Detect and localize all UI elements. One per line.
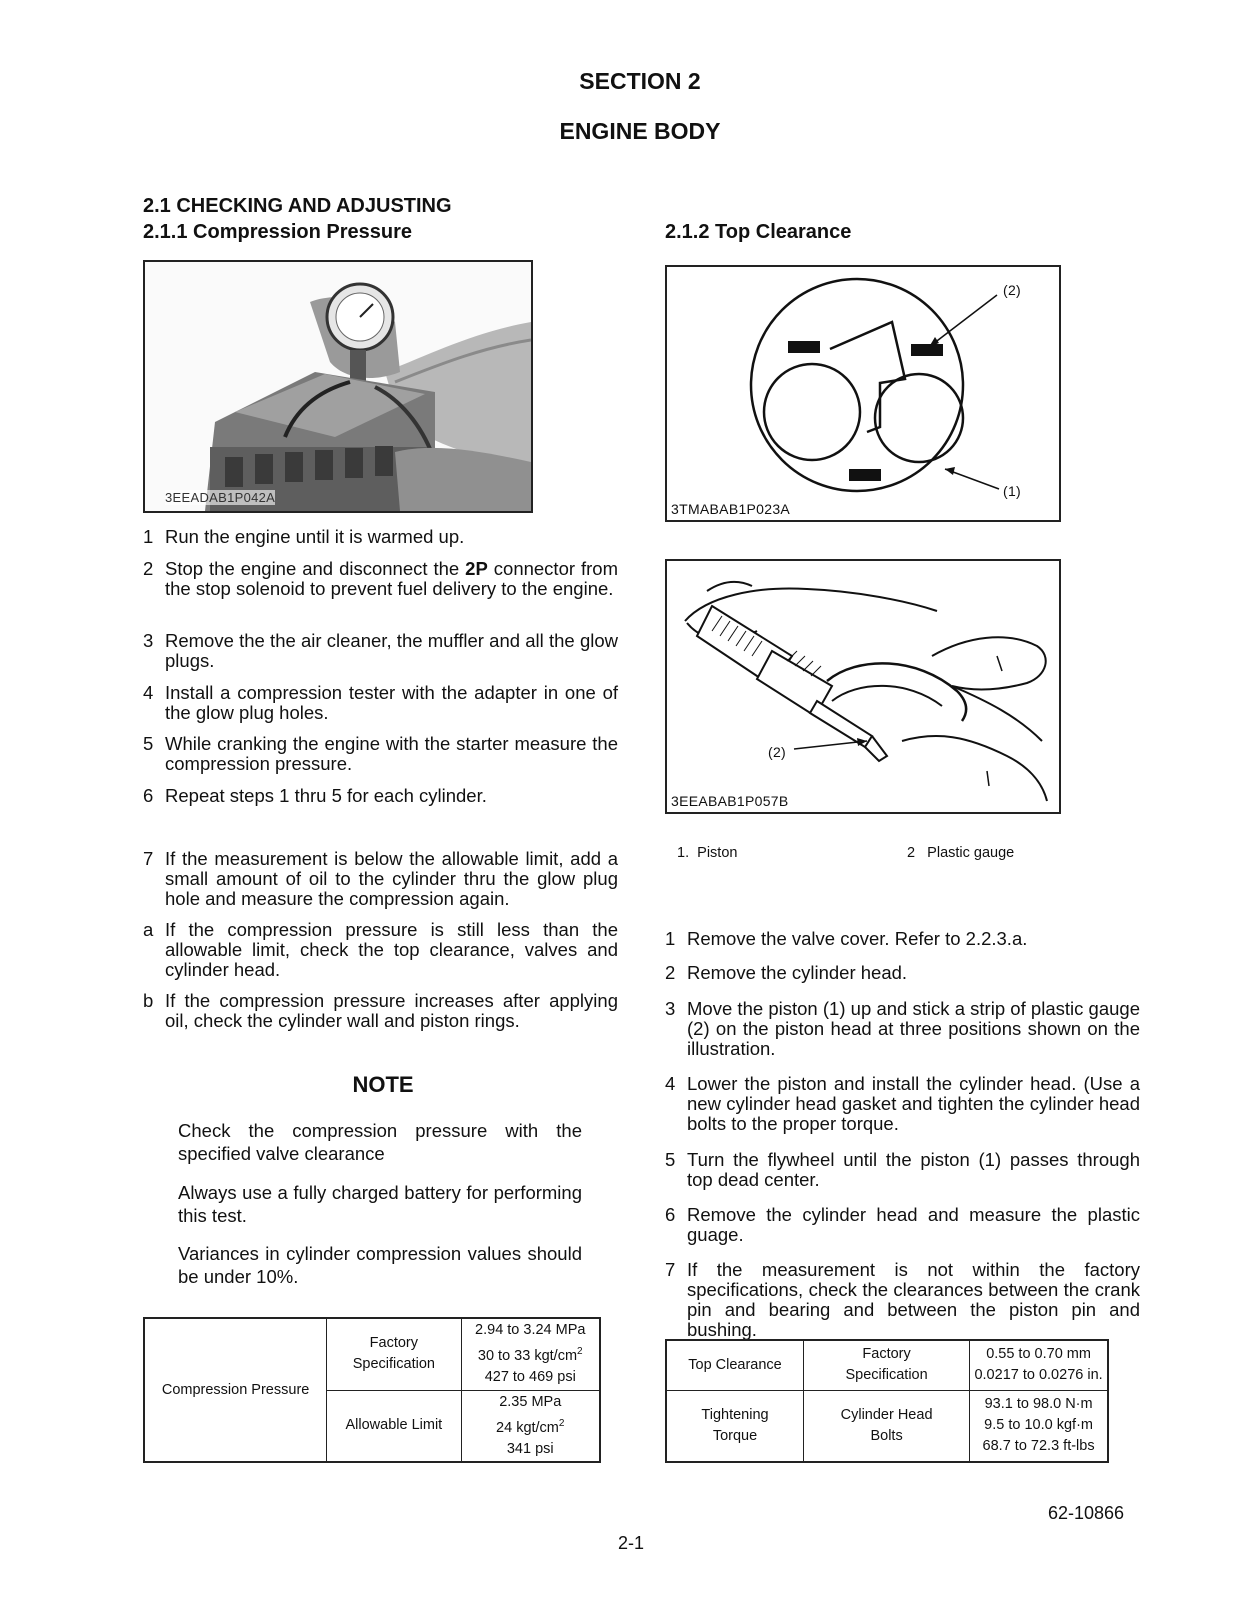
heading-checking-adjusting: 2.1 CHECKING AND ADJUSTING bbox=[143, 195, 452, 217]
page-number: 2-1 bbox=[618, 1533, 645, 1553]
top-clearance-label: Top Clearance bbox=[666, 1340, 804, 1390]
top-clearance-table bbox=[665, 1339, 1109, 1463]
micrometer-diagram bbox=[665, 559, 1061, 814]
top-clearance-spec-label: Factory Specification bbox=[804, 1340, 970, 1390]
note-paragraph-3: Variances in cylinder compression values should be under 10%. bbox=[178, 1243, 582, 1287]
section-title: ENGINE BODY bbox=[559, 118, 721, 144]
tightening-torque-label: Tightening Torque bbox=[666, 1390, 804, 1462]
fig2-callout-2: (2) bbox=[768, 744, 787, 760]
fig1-callout-1: (1) bbox=[1003, 483, 1022, 499]
heading-compression-pressure: 2.1.1 Compression Pressure bbox=[143, 221, 413, 243]
fig1-callout-2: (2) bbox=[1003, 282, 1022, 298]
note-paragraph-1: Check the compression pressure with the specified valve clearance bbox=[178, 1120, 582, 1164]
top-clearance-values: 0.55 to 0.70 mm 0.0217 to 0.0276 in. bbox=[970, 1340, 1108, 1390]
fig1-code: 3TMABAB1P023A bbox=[671, 501, 791, 517]
engine-photo-illustration bbox=[145, 262, 531, 511]
piston-head-illustration bbox=[667, 267, 1059, 520]
photo-code: 3EEADAB1P042A bbox=[165, 490, 276, 505]
legend-item-1: 1. Piston bbox=[677, 845, 738, 861]
document-number: 62-10866 bbox=[1048, 1503, 1125, 1523]
piston-head-diagram bbox=[665, 265, 1061, 522]
micrometer-illustration bbox=[667, 561, 1059, 812]
compression-pressure-label: Compression Pressure bbox=[144, 1318, 327, 1462]
legend-item-2: 2 Plastic gauge bbox=[907, 845, 1015, 861]
factory-spec-label: Factory Specification bbox=[327, 1318, 461, 1390]
section-number: SECTION 2 bbox=[579, 68, 701, 94]
compression-tester-photo bbox=[143, 260, 533, 513]
tightening-torque-values: 93.1 to 98.0 N·m 9.5 to 10.0 kgf·m 68.7 to 72.3 ft-lbs bbox=[970, 1390, 1108, 1462]
allowable-limit-label: Allowable Limit bbox=[327, 1390, 461, 1462]
note-title: NOTE bbox=[352, 1072, 414, 1097]
fig2-code: 3EEABAB1P057B bbox=[671, 793, 789, 809]
cylinder-head-bolts-label: Cylinder Head Bolts bbox=[804, 1390, 970, 1462]
note-paragraph-2: Always use a fully charged battery for performing this test. bbox=[178, 1182, 582, 1226]
compression-spec-table bbox=[143, 1317, 601, 1463]
factory-spec-values: 2.94 to 3.24 MPa 30 to 33 kgt/$cm^2$ 427 to 469 psi bbox=[461, 1318, 600, 1390]
heading-top-clearance: 2.1.2 Top Clearance bbox=[665, 221, 852, 243]
allowable-limit-values: 2.35 MPa 24 kgt/$cm^2$ 341 psi bbox=[461, 1390, 600, 1462]
